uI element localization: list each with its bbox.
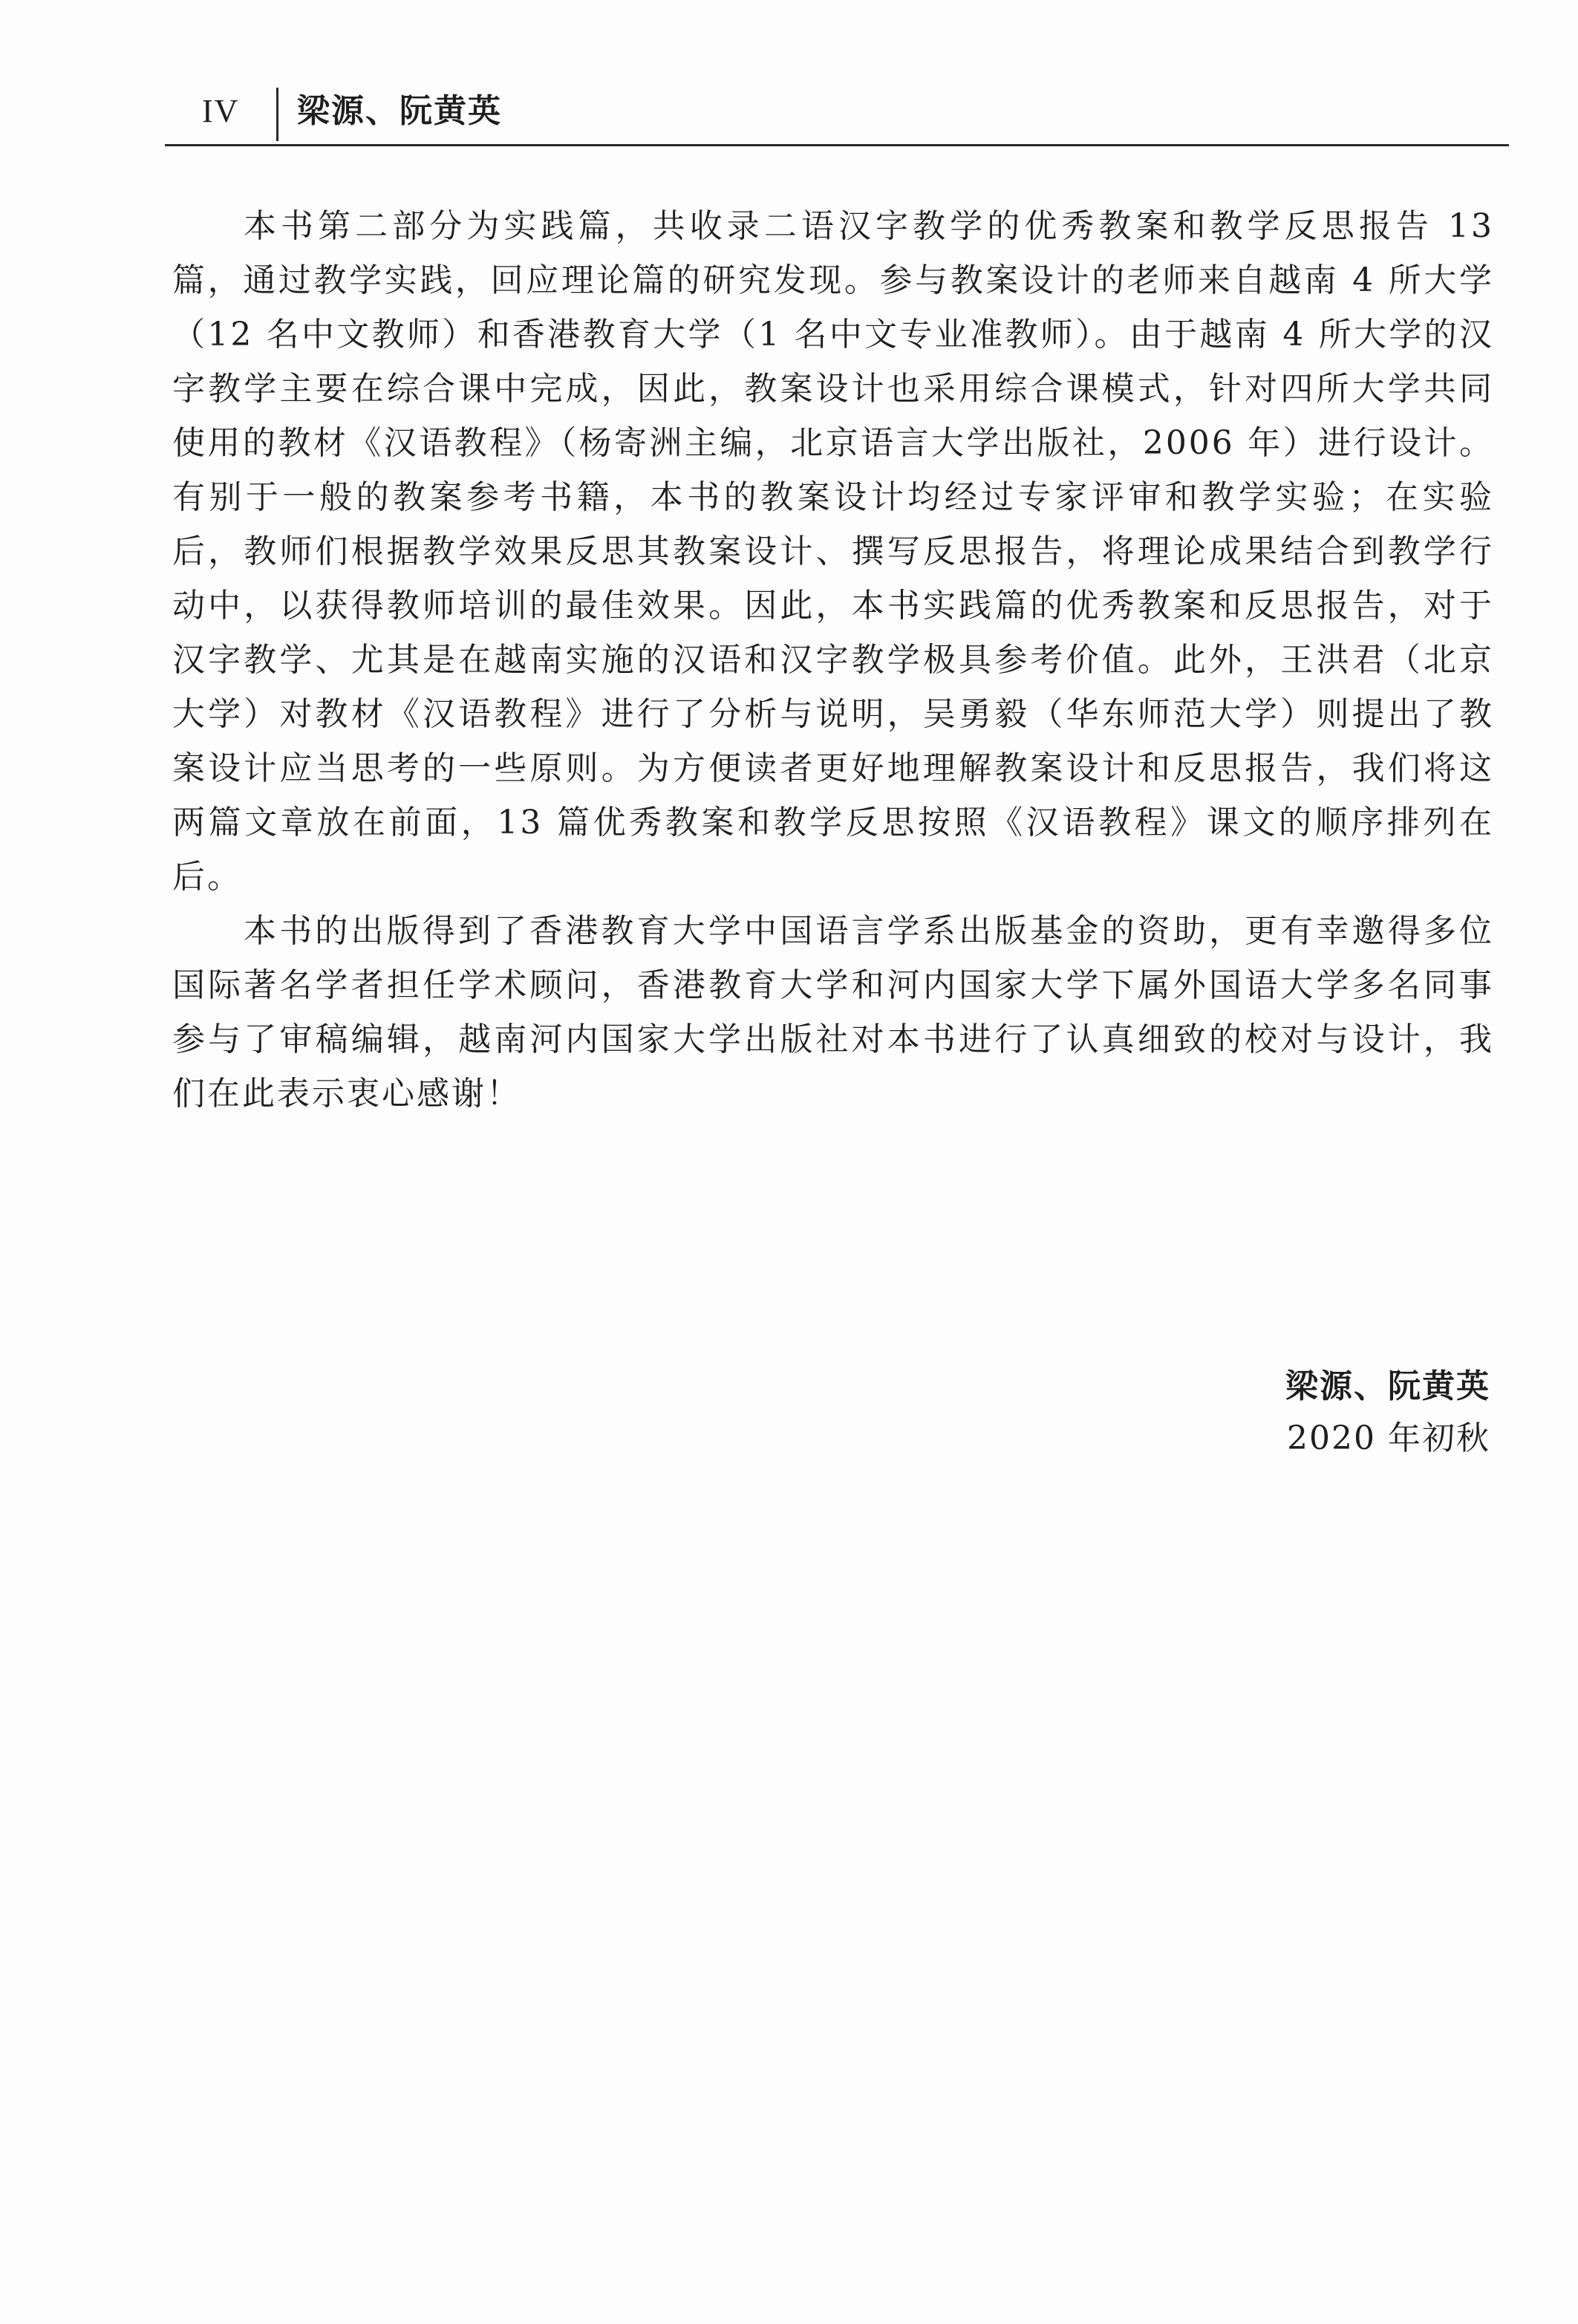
paragraph-acknowledgements: 本书的出版得到了香港教育大学中国语言学系出版基金的资助，更有幸邀得多位国际著名学者担任学术顾问，香港教育大学和河内国家大学下属外国语大学多名同事参与了审稿编辑，越南河内国家大学出版社对本书进行了认真细致的校对与设计，我们在此表示衷心感谢！: [172, 912, 1494, 1113]
page-number: IV: [202, 93, 240, 129]
signature-date: 2020 年初秋: [1287, 1419, 1490, 1457]
paragraph-practice-section: 本书第二部分为实践篇，共收录二语汉字教学的优秀教案和教学反思报告 13 篇，通过教学实践，回应理论篇的研究发现。参与教案设计的老师来自越南 4 所大学（12 名中文教师）和香港教育大学（1 名中文专业准教师）。由于越南 4 所大学的汉字教学主要在综合课中完成，因此，教案设计也采用综合课模式，针对四所大学共同使用的教材《汉语教程》（杨寄洲主编，北京语言大学出版社，2006 年）进行设计。有别于一般的教案参考书籍，本书的教案设计均经过专家评审和教学实验；在实验后，教师们根据教学效果反思其教案设计、撰写反思报告，将理论成果结合到教学行动中，以获得教师培训的最佳效果。因此，本书实践篇的优秀教案和反思报告，对于汉字教学、尤其是在越南实施的汉语和汉字教学极具参考价值。此外，王洪君（北京大学）对教材《汉语教程》进行了分析与说明，吴勇毅（华东师范大学）则提出了教案设计应当思考的一些原则。为方便读者更好地理解教案设计和反思报告，我们将这两篇文章放在前面，13 篇优秀教案和教学反思按照《汉语教程》课文的顺序排列在后。: [172, 207, 1494, 896]
page-header: [165, 88, 1509, 146]
signature-block: [1285, 1361, 1490, 1465]
signature-authors: 梁源、阮黄英: [1285, 1367, 1490, 1405]
header-divider: [276, 88, 278, 141]
running-head: 梁源、阮黄英: [297, 92, 502, 130]
body-text: [172, 199, 1494, 1121]
